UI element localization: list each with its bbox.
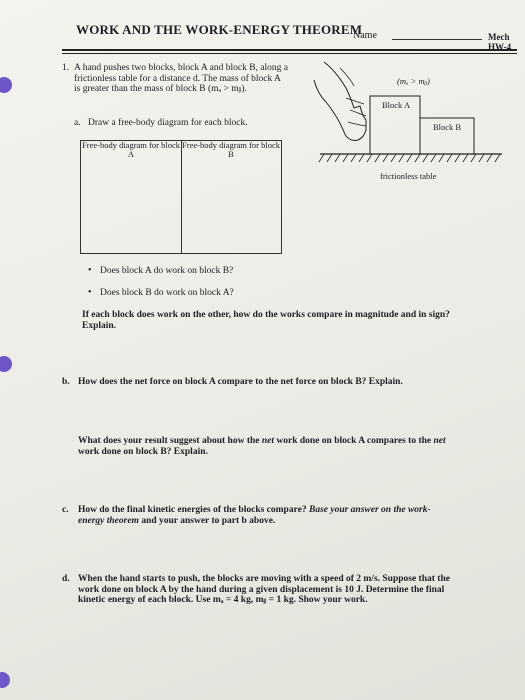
hand-finger-line: [348, 122, 366, 126]
part-d-line: When the hand starts to push, the blocks are moving with a speed of 2 m/s. Suppose that the: [78, 574, 450, 584]
course-line-2: HW-4: [488, 42, 512, 52]
part-c-text-plain: How do the final kinetic energies of the blocks compare?: [78, 505, 309, 515]
part-d-text: [78, 574, 518, 606]
bullet-icon: •: [88, 265, 92, 276]
question-bullet-1: Does block A do work on block B?: [100, 266, 234, 276]
part-a-letter: a.: [74, 118, 81, 128]
question-bullet-2: Does block B do work on block A?: [100, 288, 234, 298]
problem-intro: [74, 63, 288, 95]
intro-line: frictionless table for a distance d. The mass of block A: [74, 73, 281, 84]
part-c-line-1: [78, 505, 508, 516]
part-d-line: kinetic energy of each block. Use mₐ = 4 kg, mᵦ = 1 kg. Show your work.: [78, 595, 368, 605]
part-c-text-italic: energy theorem: [78, 515, 139, 526]
part-a-text: Draw a free-body diagram for each block.: [88, 118, 248, 128]
part-c-text: [78, 505, 508, 526]
punch-hole: [0, 356, 12, 372]
part-b-text: How does the net force on block A compare to the net force on block B? Explain.: [78, 377, 403, 387]
fbd-block-b-caption: Free-body diagram for block B: [182, 140, 280, 159]
part-d-letter: d.: [62, 574, 70, 584]
page-title: WORK AND THE WORK-ENERGY THEOREM: [76, 22, 363, 37]
fbd-block-a-caption: Free-body diagram for block A: [82, 140, 180, 159]
hand-sleeve-line: [340, 68, 354, 86]
question-line: Explain.: [82, 320, 117, 331]
punch-hole: [0, 77, 12, 93]
followup-line-1: [78, 436, 508, 447]
part-d-line: work done on block A by the hand during a given displacement is 10 J. Determine the final: [78, 584, 445, 595]
block-a-label: Block A: [382, 100, 411, 110]
free-body-diagram-table: [80, 140, 282, 254]
intro-line: A hand pushes two blocks, block A and block B, along a: [74, 63, 288, 73]
followup-text: What does your result suggest about how the: [78, 436, 262, 446]
punch-hole: [0, 672, 10, 688]
hand-finger-line: [346, 98, 364, 104]
followup-text: work done on block A compares to the: [274, 436, 434, 446]
hand-icon: [314, 62, 366, 141]
followup-line-2: work done on block B? Explain.: [78, 446, 208, 457]
part-c-line-2: [78, 516, 508, 527]
part-a-compare-question: [82, 310, 502, 331]
part-b-letter: b.: [62, 377, 70, 387]
table-hatching: [319, 154, 500, 162]
part-c-letter: c.: [62, 505, 69, 515]
block-b-label: Block B: [433, 122, 462, 132]
part-c-text-plain: and your answer to part b above.: [138, 515, 276, 526]
part-c-text-italic: Base your answer on the work-: [308, 505, 431, 515]
intro-line: is greater than the mass of block B (mₐ > mᵦ).: [74, 84, 247, 94]
hand-finger-line: [350, 110, 366, 116]
header-rule: [62, 49, 517, 51]
part-b-followup: [78, 436, 508, 457]
problem-number: 1.: [62, 63, 70, 73]
bullet-icon: •: [88, 287, 92, 298]
followup-emphasis: net: [261, 436, 275, 446]
table-label: frictionless table: [380, 171, 437, 181]
name-label: Name: [353, 30, 377, 41]
followup-emphasis: net: [433, 436, 446, 446]
name-blank-line: [392, 39, 482, 40]
question-line: If each block does work on the other, how do the works compare in magnitude and in sign?: [82, 310, 450, 320]
course-line-1: Mech: [488, 32, 510, 42]
mass-relation-label: (mₐ > mᵦ): [397, 76, 430, 86]
header-rule: [62, 53, 517, 54]
